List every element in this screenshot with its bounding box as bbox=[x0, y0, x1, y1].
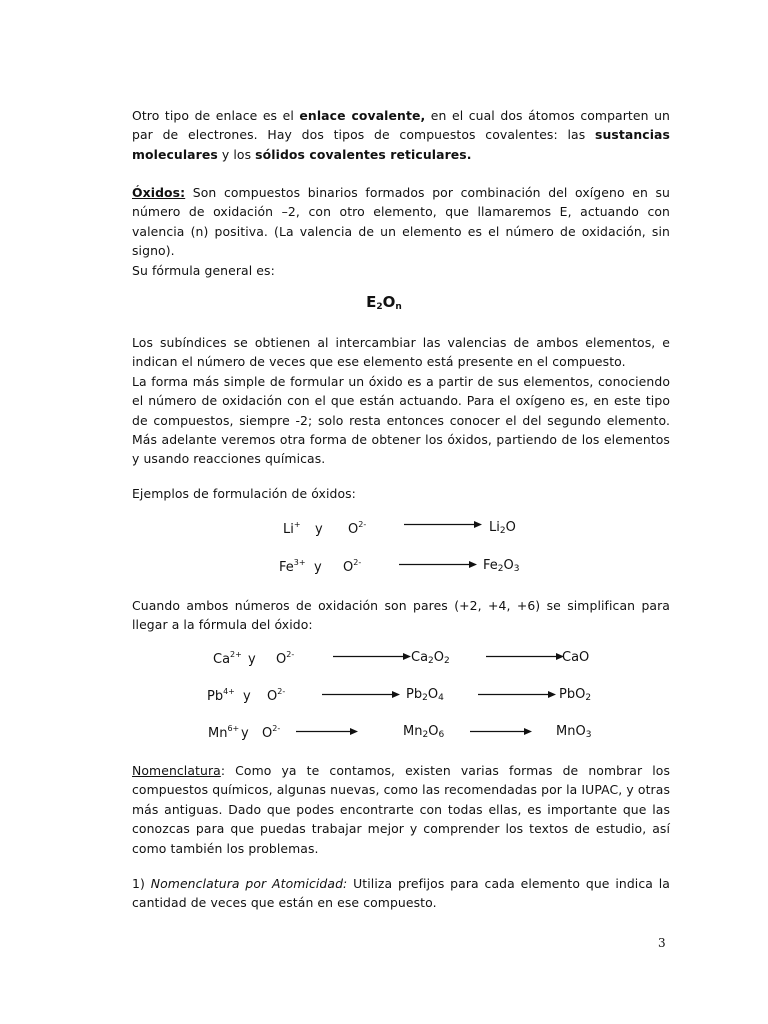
nomenclatura-paragraph bbox=[132, 761, 670, 858]
mn-m-o: O bbox=[428, 724, 439, 739]
pb-f-formula: PbO bbox=[559, 687, 586, 702]
formula-o: O bbox=[382, 293, 396, 311]
pb-intermediate bbox=[406, 687, 444, 703]
mn-f-formula: MnO bbox=[556, 724, 586, 739]
intro-text-2: en el cual dos átomos comparten un par de electrones. Hay dos tipos de compuestos covalentes: las bbox=[132, 108, 670, 143]
atomicidad-number: 1) bbox=[132, 876, 151, 891]
simplifican-text: Cuando ambos números de oxidación son pares (+2, +4, +6) se simplifican para llegar a la fórmula del óxido: bbox=[132, 598, 670, 633]
fe-charge: 3+ bbox=[293, 558, 306, 567]
mn-oxygen bbox=[262, 724, 280, 741]
fe-p-sub-1: 2 bbox=[497, 564, 504, 574]
pb-o-charge: 2- bbox=[277, 687, 286, 696]
ca-o-charge: 2- bbox=[286, 650, 295, 659]
simplifican-paragraph bbox=[132, 596, 670, 635]
pb-arrow-1-icon bbox=[322, 690, 400, 699]
ca-intermediate bbox=[411, 650, 450, 666]
term-enlace-covalente: enlace covalente, bbox=[299, 108, 426, 123]
mn-arrow-2-icon bbox=[470, 727, 532, 736]
mn-intermediate bbox=[403, 724, 444, 740]
fe-p-sub-2: 3 bbox=[513, 564, 520, 574]
ca-m-sub-1: 2 bbox=[428, 656, 434, 666]
mn-final bbox=[556, 724, 591, 740]
formula-general-label: Su fórmula general es: bbox=[132, 262, 275, 278]
fe-symbol: Fe bbox=[279, 560, 294, 575]
li-y: y bbox=[315, 522, 323, 537]
atomicidad-text: Utiliza prefijos para cada elemento que indica la cantidad de veces que están en ese compuesto. bbox=[132, 876, 670, 911]
pb-final bbox=[559, 687, 591, 703]
ca-m-o: O bbox=[433, 650, 445, 665]
fe-o-charge: 2- bbox=[353, 558, 362, 567]
li-arrow-icon bbox=[404, 520, 482, 529]
formula-sub-2: 2 bbox=[376, 302, 383, 312]
li-reactant bbox=[283, 520, 301, 537]
fe-o: O bbox=[343, 560, 354, 575]
li-p-o: O bbox=[505, 520, 516, 535]
ejemplos-title-text: Ejemplos de formulación de óxidos: bbox=[132, 486, 356, 501]
atomicidad-paragraph bbox=[132, 874, 670, 913]
pb-m-sub-1: 2 bbox=[422, 693, 428, 703]
ca-m-sub-2: 2 bbox=[444, 656, 450, 666]
mn-o: O bbox=[262, 726, 273, 741]
mn-m-sub-2: 6 bbox=[438, 730, 445, 740]
pb-m-sub-2: 4 bbox=[438, 693, 444, 703]
ca-reactant bbox=[213, 650, 242, 667]
ca-arrow-1-icon bbox=[333, 652, 411, 661]
li-product bbox=[489, 520, 516, 536]
mn-symbol: Mn bbox=[208, 726, 228, 741]
ejemplos-title bbox=[132, 484, 670, 503]
pb-symbol: Pb bbox=[207, 689, 224, 704]
intro-text-1: Otro tipo de enlace es el bbox=[132, 108, 300, 123]
li-o: O bbox=[348, 522, 359, 537]
li-symbol: Li bbox=[283, 522, 294, 537]
oxidos-text: Son compuestos binarios formados por combinación del oxígeno en su número de oxidación –2, con otro elemento, que llamaremos E, actuando con valencia (n) positiva. (La valencia de un elemento es el número de oxidación, sin signo). bbox=[132, 185, 670, 259]
subindices-paragraph bbox=[132, 333, 670, 469]
intro-paragraph bbox=[132, 106, 670, 164]
ca-y: y bbox=[248, 652, 256, 667]
ca-m-symbol: Ca bbox=[411, 650, 429, 665]
pb-o: O bbox=[267, 689, 278, 704]
oxidos-heading: Óxidos: bbox=[132, 185, 186, 200]
mn-f-sub: 3 bbox=[585, 730, 592, 740]
pb-oxygen bbox=[267, 687, 285, 704]
mn-arrow-1-icon bbox=[296, 727, 358, 736]
pb-y: y bbox=[243, 689, 251, 704]
pb-m-symbol: Pb bbox=[406, 687, 423, 702]
general-formula bbox=[0, 293, 768, 312]
page-number: 3 bbox=[658, 936, 666, 950]
li-charge: + bbox=[293, 520, 301, 529]
atomicidad-heading: Nomenclatura por Atomicidad: bbox=[150, 876, 348, 891]
mn-o-charge: 2- bbox=[272, 724, 281, 733]
pb-arrow-2-icon bbox=[478, 690, 556, 699]
nomenclatura-heading: Nomenclatura bbox=[132, 763, 221, 778]
formula-sub-n: n bbox=[395, 302, 402, 312]
ca-final: CaO bbox=[562, 650, 590, 665]
mn-charge: 6+ bbox=[227, 724, 240, 733]
fe-y: y bbox=[314, 560, 322, 575]
fe-arrow-icon bbox=[399, 560, 477, 569]
mn-m-sub-1: 2 bbox=[422, 730, 429, 740]
mn-reactant bbox=[208, 724, 239, 741]
ca-symbol: Ca bbox=[213, 652, 231, 667]
fe-oxygen bbox=[343, 558, 361, 575]
nomenclatura-text: : Como ya te contamos, existen varias formas de nombrar los compuestos químicos, algunas nuevas, como las recomendadas por la IUPAC, y otras más antiguas. Dado que podes encontrarte con todas ellas, es importante que las conozcas para que puedas trabajar mejor y comprender los textos de estudio, así como también los problemas. bbox=[132, 763, 670, 856]
subindices-text-2: La forma más simple de formular un óxido es a partir de sus elementos, conociendo el número de oxidación con el que están actuando. Para el oxígeno es, en este tipo de compuestos, siempre -2; solo resta entonces conocer el del segundo elemento. Más adelante veremos otra forma de obtener los óxidos, partiendo de los elementos y usando reacciones químicas. bbox=[132, 373, 670, 467]
term-sustancias-moleculares: sustancias moleculares bbox=[132, 127, 670, 162]
fe-product bbox=[483, 558, 519, 574]
fe-p-o: O bbox=[503, 558, 514, 573]
li-oxygen bbox=[348, 520, 366, 537]
mn-y: y bbox=[241, 726, 249, 741]
li-o-charge: 2- bbox=[358, 520, 367, 529]
ca-o: O bbox=[276, 652, 287, 667]
subindices-text-1: Los subíndices se obtienen al intercambiar las valencias de ambos elementos, e indican el número de veces que ese elemento está presente en el compuesto. bbox=[132, 335, 670, 370]
term-solidos-covalentes: sólidos covalentes reticulares. bbox=[255, 146, 472, 162]
formula-e: E bbox=[366, 293, 377, 311]
intro-text-3: y los bbox=[217, 146, 256, 162]
li-p-sub: 2 bbox=[499, 526, 506, 536]
pb-f-sub: 2 bbox=[585, 693, 592, 703]
pb-reactant bbox=[207, 687, 235, 704]
ca-oxygen bbox=[276, 650, 294, 667]
pb-m-o: O bbox=[427, 687, 439, 702]
oxidos-paragraph bbox=[132, 183, 670, 280]
fe-p-symbol: Fe bbox=[483, 558, 498, 573]
fe-reactant bbox=[279, 558, 306, 575]
ca-arrow-2-icon bbox=[486, 652, 564, 661]
ca-charge: 2+ bbox=[230, 650, 242, 659]
mn-m-symbol: Mn bbox=[403, 724, 423, 739]
li-p-symbol: Li bbox=[489, 520, 500, 535]
pb-charge: 4+ bbox=[223, 687, 235, 696]
